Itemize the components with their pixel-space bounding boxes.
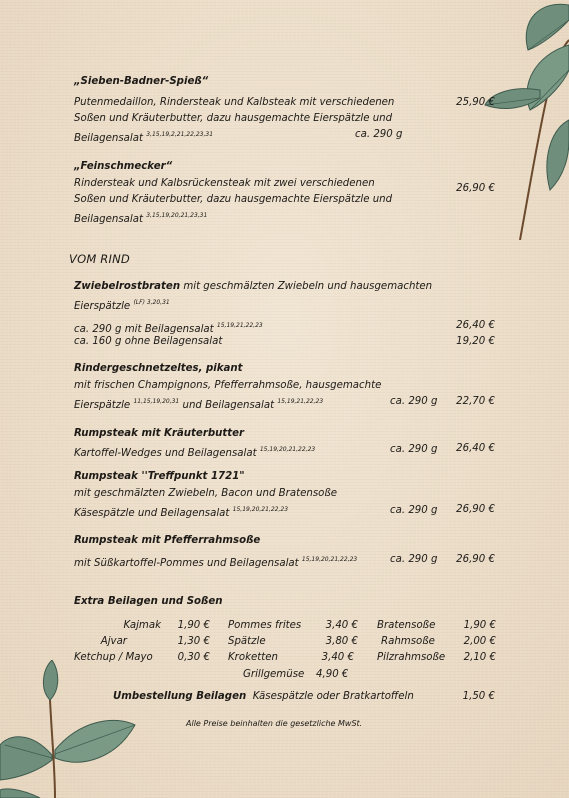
extra-item-price: 2,10 € [463,652,496,663]
umbestellung-label: Umbestellung Beilagen [113,691,247,702]
dish-description: Eierspätzle $^{11,15,19,20,31}$ und Beilagensalat $^{15,19,21,22,23}$ [74,398,324,411]
dish-description: Beilagensalat $^{3,15,19,20,21,23,31}$ [74,212,208,225]
allergen-codes: 3,15,19,20,21,23,31 [146,212,208,219]
allergen-codes: 15,19,21,22,23 [216,322,263,329]
allergen-codes: (LF) 3,20,31 [133,299,170,306]
dish-description: Putenmedaillon, Rindersteak und Kalbsteak mit verschiedenen [74,97,395,108]
dish-name: „Sieben-Badner-Spieß“ [74,76,209,87]
allergen-codes: 3,15,19,2,21,22,23,31 [146,131,214,138]
allergen-codes: 11,15,19,20,31 [133,398,180,405]
extra-item-name: Bratensoße [377,620,436,631]
dish-name: Rumpsteak mit Kräuterbutter [74,428,245,439]
leaf-decoration-top-right-icon [480,0,569,240]
dish-name: Rumpsteak mit Pfefferrahmsoße [74,535,261,546]
dish-description: Soßen und Kräuterbutter, dazu hausgemachte Eierspätzle und [74,194,393,205]
dish-price: 26,40 € [456,443,495,454]
extra-item-name: Kajmak [123,620,161,631]
dish-price: 25,90 € [456,97,495,108]
dish-price: 26,40 € [456,320,495,331]
extra-item-price: 4,90 € [316,669,349,680]
extra-item-name: Pilzrahmsoße [377,652,446,663]
allergen-codes: 15,19,20,21,22,23 [301,556,358,563]
dish-name: Rumpsteak ''Treffpunkt 1721" [74,471,245,482]
dish-price: 26,90 € [456,504,495,515]
section-title: VOM RIND [69,252,130,266]
dish-weight: ca. 290 g [390,444,438,455]
dish-price: 19,20 € [456,336,495,347]
dish-price: 26,90 € [456,554,495,565]
dish-price: 26,90 € [456,183,495,194]
extra-item-name: Grillgemüse [243,669,305,680]
umbestellung-text: Käsespätzle oder Bratkartoffeln [252,691,414,702]
dish-description: Käsespätzle und Beilagensalat $^{15,19,20,21,22,23}$ [74,506,289,519]
footer-note: Alle Preise beinhalten die gesetzliche MwSt. [186,719,363,728]
dish-name: Rindergeschnetzeltes, pikant [74,363,243,374]
extra-item-price: 1,90 € [463,620,496,631]
umbestellung-price: 1,50 € [462,691,495,702]
extra-item-price: 3,40 € [321,652,354,663]
dish-weight: ca. 290 g [390,554,438,565]
extra-item-price: 3,40 € [325,620,358,631]
extra-item-name: Ketchup / Mayo [74,652,153,663]
allergen-codes: 15,19,21,22,23 [277,398,324,405]
dish-option: ca. 160 g ohne Beilagensalat [74,336,223,347]
dish-description: Kartoffel-Wedges und Beilagensalat $^{15,19,20,21,22,23}$ [74,446,316,459]
dish-description: Rindersteak und Kalbsrückensteak mit zwei verschiedenen [74,178,375,189]
dish-description: mit geschmälzten Zwiebeln, Bacon und Bratensoße [74,488,338,499]
dish-name: Zwiebelrostbraten [74,281,181,292]
extra-item-name: Ajvar [100,636,127,647]
dish-price: 22,70 € [456,396,495,407]
dish-description: mit geschmälzten Zwiebeln und hausgemachten [180,281,433,292]
extra-item-price: 2,00 € [463,636,496,647]
dish-description: Beilagensalat $^{3,15,19,2,21,22,23,31}$ [74,131,214,144]
dish-name: „Feinschmecker“ [74,161,173,172]
dish-option: ca. 290 g mit Beilagensalat $^{15,19,21,22,23}$ [74,322,263,335]
leaf-decoration-bottom-left-icon [0,660,140,798]
dish-description: Soßen und Kräuterbutter, dazu hausgemachte Eierspätzle und [74,113,393,124]
extra-item-name: Kroketten [228,652,278,663]
dish-description: Eierspätzle $^{(LF) 3,20,31}$ [74,299,170,312]
extras-title: Extra Beilagen und Soßen [74,596,223,607]
dish-description: mit frischen Champignons, Pfefferrahmsoße, hausgemachte [74,380,382,391]
extra-item-name: Rahmsoße [381,636,435,647]
extra-item-price: 3,80 € [325,636,358,647]
extra-item-price: 0,30 € [177,652,210,663]
dish-weight: ca. 290 g [390,505,438,516]
allergen-codes: 15,19,20,21,22,23 [259,446,316,453]
extra-item-price: 1,90 € [177,620,210,631]
dish-weight: ca. 290 g [390,396,438,407]
umbestellung-line [113,689,414,705]
dish-zwiebelrostbraten [74,279,432,295]
extra-item-price: 1,30 € [177,636,210,647]
extra-item-name: Pommes frites [228,620,302,631]
dish-description: mit Süßkartoffel-Pommes und Beilagensalat $^{15,19,20,21,22,23}$ [74,556,358,569]
extra-item-name: Spätzle [228,636,266,647]
allergen-codes: 15,19,20,21,22,23 [232,506,289,513]
dish-weight: ca. 290 g [355,129,403,140]
